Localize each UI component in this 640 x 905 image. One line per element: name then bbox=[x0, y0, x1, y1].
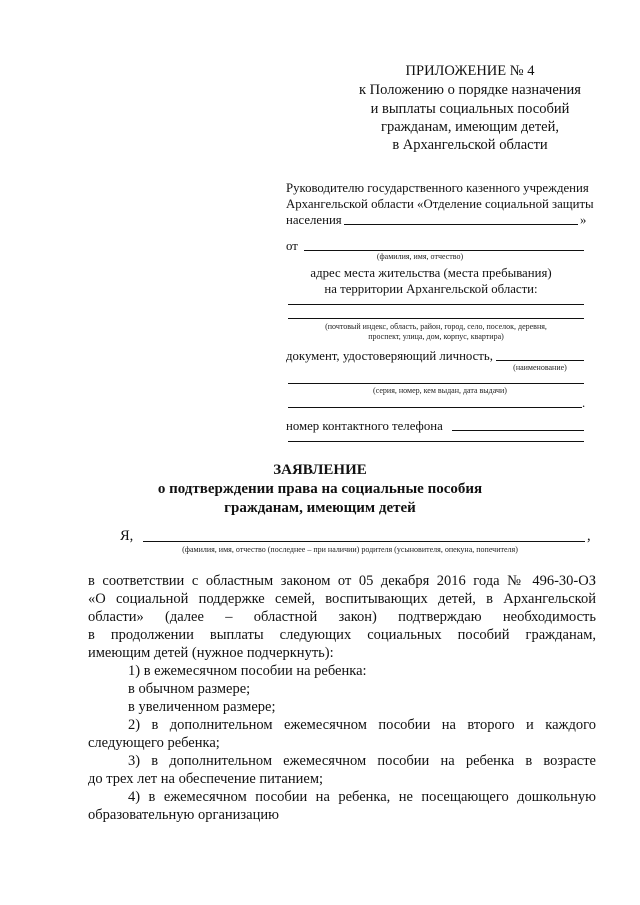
item-1b[interactable]: в увеличенном размере; bbox=[128, 699, 276, 715]
applicant-name-field[interactable] bbox=[143, 541, 585, 542]
statement-subtitle-2: гражданам, имеющим детей bbox=[224, 500, 416, 516]
item-4-line-1[interactable]: 4) в ежемесячном пособии на ребенка, не посещающего дошкольную bbox=[128, 789, 596, 805]
para1-line-1: в соответствии с областным законом от 05 декабря 2016 года № 496-30-ОЗ bbox=[88, 573, 596, 589]
appendix-line-3: гражданам, имеющим детей, bbox=[381, 119, 559, 135]
item-2-line-1[interactable]: 2) в дополнительном ежемесячном пособии на второго и каждого bbox=[128, 717, 596, 733]
phone-field-line-2[interactable] bbox=[288, 441, 584, 442]
document-extra-field[interactable] bbox=[288, 407, 582, 408]
addressee-line-3-label: населения bbox=[286, 213, 342, 227]
para1-line-3: области» (далее – областной закон) подтверждаю необходимость bbox=[88, 609, 596, 625]
item-1a[interactable]: в обычном размере; bbox=[128, 681, 251, 697]
appendix-title: ПРИЛОЖЕНИЕ № 4 bbox=[405, 63, 535, 79]
statement-title: ЗАЯВЛЕНИЕ bbox=[273, 462, 367, 478]
phone-field[interactable] bbox=[452, 430, 584, 431]
para1-line-2: «О социальной поддержке семей, воспитывающих детей, в Архангельской bbox=[88, 591, 596, 607]
para1-line-4: в продолжении выплаты следующих социальных пособий гражданам, bbox=[88, 627, 596, 643]
item-1[interactable]: 1) в ежемесячном пособии на ребенка: bbox=[128, 663, 367, 679]
appendix-line-4: в Архангельской области bbox=[392, 137, 548, 153]
item-3-line-2[interactable]: до трех лет на обеспечение питанием; bbox=[88, 771, 324, 787]
from-label: от bbox=[286, 239, 298, 253]
address-hint-1: (почтовый индекс, область, район, город, село, поселок, деревня, bbox=[325, 322, 547, 331]
document-name-field[interactable] bbox=[496, 360, 584, 361]
sender-name-field[interactable] bbox=[304, 250, 584, 251]
appendix-line-2: и выплаты социальных пособий bbox=[370, 101, 570, 117]
item-4-line-2[interactable]: образовательную организацию bbox=[88, 807, 279, 823]
document-end-dot: . bbox=[582, 396, 586, 410]
document-label: документ, удостоверяющий личность, bbox=[286, 349, 493, 363]
item-3-line-1[interactable]: 3) в дополнительном ежемесячном пособии на ребенка в возрасте bbox=[128, 753, 596, 769]
document-details-field[interactable] bbox=[288, 383, 584, 384]
document-name-hint: (наименование) bbox=[513, 363, 567, 372]
address-field-line-1[interactable] bbox=[288, 304, 584, 305]
appendix-line-1: к Положению о порядке назначения bbox=[359, 82, 581, 98]
residence-label-1: адрес места жительства (места пребывания) bbox=[310, 266, 552, 280]
applicant-prefix: Я, bbox=[120, 528, 134, 544]
sender-name-hint: (фамилия, имя, отчество) bbox=[376, 252, 464, 261]
applicant-hint: (фамилия, имя, отчество (последнее – при наличии) родителя (усыновителя, опекуна, попечителя) bbox=[182, 545, 518, 554]
document-details-hint: (серия, номер, кем выдан, дата выдачи) bbox=[373, 386, 507, 395]
address-hint-2: проспект, улица, дом, корпус, квартира) bbox=[368, 332, 504, 341]
item-2-line-2[interactable]: следующего ребенка; bbox=[88, 735, 220, 751]
applicant-suffix: , bbox=[587, 528, 591, 544]
addressee-line-3-close-quote: » bbox=[580, 213, 587, 227]
institution-name-field[interactable] bbox=[344, 224, 578, 225]
residence-label-2: на территории Архангельской области: bbox=[324, 282, 538, 296]
addressee-line-1: Руководителю государственного казенного учреждения bbox=[286, 181, 589, 195]
para1-line-5: имеющим детей (нужное подчеркнуть): bbox=[88, 645, 334, 661]
addressee-line-2: Архангельской области «Отделение социальной защиты bbox=[286, 197, 594, 211]
address-field-line-2[interactable] bbox=[288, 318, 584, 319]
phone-label: номер контактного телефона bbox=[286, 419, 443, 433]
statement-subtitle-1: о подтверждении права на социальные пособия bbox=[157, 481, 483, 497]
